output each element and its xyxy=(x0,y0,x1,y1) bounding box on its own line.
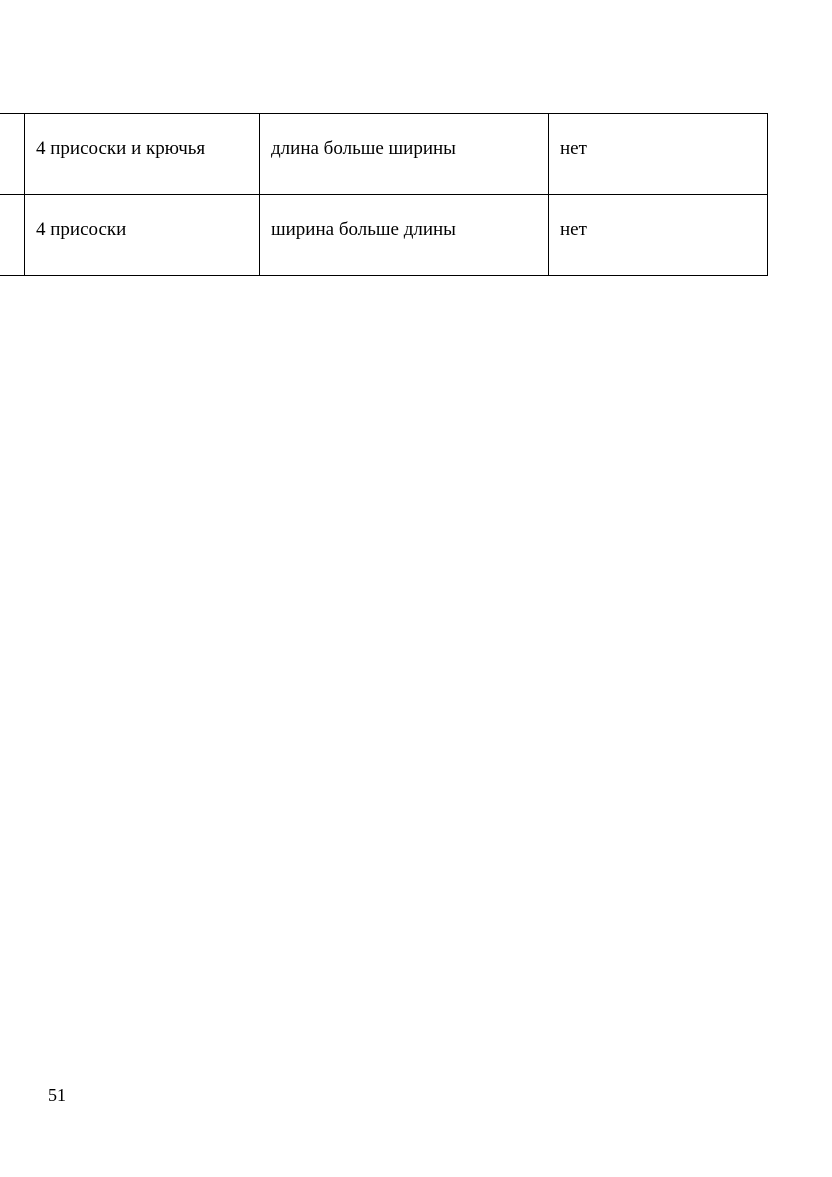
table-cell xyxy=(549,114,768,195)
table-row xyxy=(0,114,768,195)
cell-text: нет xyxy=(560,219,587,240)
cell-text: 4 присоски и крючья xyxy=(36,138,206,159)
table-cell xyxy=(0,114,25,195)
table-cell xyxy=(25,195,260,276)
table-cell xyxy=(549,195,768,276)
cell-text xyxy=(11,195,24,219)
cell-text: нет xyxy=(560,138,587,159)
page-number: 51 xyxy=(48,1085,66,1105)
table-cell xyxy=(260,114,549,195)
cell-text: длина больше ширины xyxy=(271,138,456,159)
continued-table xyxy=(0,113,768,276)
table-row xyxy=(0,195,768,276)
table-cell xyxy=(25,114,260,195)
table-cell xyxy=(260,195,549,276)
cell-text: ширина больше длины xyxy=(271,219,456,240)
cell-text: 4 присоски xyxy=(36,219,127,240)
cell-text xyxy=(11,114,24,138)
table-cell xyxy=(0,195,25,276)
